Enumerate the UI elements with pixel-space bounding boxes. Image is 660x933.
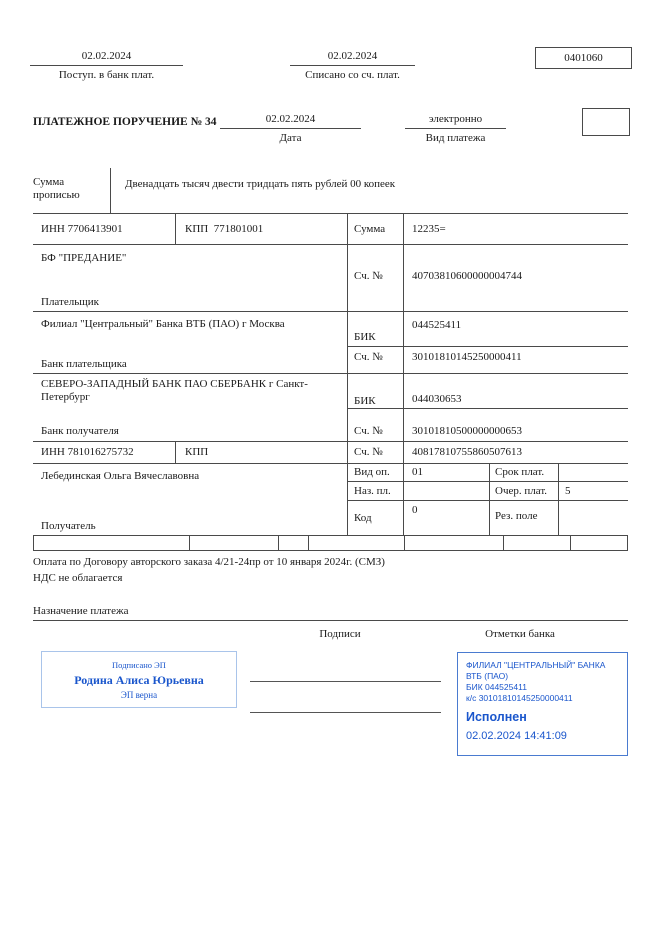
- bank-stamp: [457, 652, 628, 756]
- divider: [110, 168, 111, 213]
- payer-account-value: 40703810600000004744: [412, 270, 522, 282]
- vid-op-value: 01: [412, 466, 423, 478]
- tax-fields-row: [33, 535, 628, 551]
- grid-line: [347, 500, 628, 501]
- grid-line: [33, 244, 628, 245]
- payee-inn-label: ИНН: [41, 446, 65, 458]
- payer-bank-label: Банк плательщика: [41, 358, 127, 370]
- vid-op-label: Вид оп.: [354, 466, 390, 478]
- received-date-block: [30, 50, 183, 82]
- amount-in-words-label: Сумма прописью: [33, 176, 80, 201]
- signature-line-1: [250, 681, 441, 682]
- purpose-underline: [33, 620, 628, 621]
- payer-bank-name: Филиал "Центральный" Банка ВТБ (ПАО) г Москва: [41, 318, 285, 330]
- main-table: [33, 213, 628, 536]
- debited-date-block: [290, 50, 415, 82]
- payer-inn-value: 7706413901: [67, 223, 123, 235]
- debited-date-value: 02.02.2024: [290, 50, 415, 66]
- grid-line: [403, 214, 404, 535]
- bank-stamp-status: Исполнен: [466, 710, 527, 724]
- payer-bank-account-label: Сч. №: [354, 351, 383, 363]
- bank-stamp-line2: ВТБ (ПАО): [466, 671, 509, 681]
- payer-inn: [41, 223, 123, 236]
- payer-bank-bik-label: БИК: [354, 331, 376, 343]
- rez-pole-label: Рез. поле: [495, 510, 538, 522]
- sum-label: Сумма: [354, 223, 386, 235]
- kod-label: Код: [354, 512, 372, 524]
- payee-name: Лебединская Ольга Вячеславовна: [41, 470, 200, 482]
- grid-line: [347, 214, 348, 535]
- grid-line: [308, 536, 309, 550]
- bank-stamp-bik: БИК 044525411: [466, 682, 527, 692]
- payer-account-label: Сч. №: [354, 270, 383, 282]
- payee-label: Получатель: [41, 520, 96, 532]
- signature-line-2: [250, 712, 441, 713]
- payee-bank-bik-label: БИК: [354, 395, 376, 407]
- payee-bank-label: Банк получателя: [41, 425, 119, 437]
- kod-value: 0: [412, 504, 418, 516]
- amount-in-words-value: Двенадцать тысяч двести тридцать пять рублей 00 копеек: [125, 178, 396, 190]
- payee-bank-name: СЕВЕРО-ЗАПАДНЫЙ БАНК ПАО СБЕРБАНК г Санкт-Петербург: [41, 378, 308, 403]
- payee-account-value: 40817810755860507613: [412, 446, 522, 458]
- payer-kpp: [185, 223, 263, 236]
- grid-line: [278, 536, 279, 550]
- grid-line: [33, 463, 628, 464]
- bank-stamp-datetime: 02.02.2024 14:41:09: [466, 730, 567, 742]
- payee-inn: [41, 446, 134, 459]
- grid-line: [570, 536, 571, 550]
- payee-inn-value: 781016275732: [67, 446, 134, 458]
- bank-stamp-line1: ФИЛИАЛ "ЦЕНТРАЛЬНЫЙ" БАНКА: [466, 660, 606, 670]
- payment-kind-field: [405, 113, 506, 145]
- payment-kind-value: электронно: [405, 113, 506, 129]
- bank-stamp-corr-account: к/с 30101810145250000411: [466, 693, 573, 703]
- payee-bank-account-value: 30101810500000000653: [412, 425, 522, 437]
- grid-line: [33, 373, 628, 374]
- status-code-box: [582, 108, 630, 136]
- grid-line: [175, 441, 176, 463]
- signatures-label: Подписи: [319, 628, 361, 640]
- payee-account-label: Сч. №: [354, 446, 383, 458]
- document-title: ПЛАТЕЖНОЕ ПОРУЧЕНИЕ № 34: [33, 116, 217, 128]
- grid-line: [175, 214, 176, 244]
- payee-bank-account-label: Сч. №: [354, 425, 383, 437]
- purpose-line2: НДС не облагается: [33, 572, 123, 584]
- grid-line: [558, 463, 559, 535]
- payer-bank-bik-value: 044525411: [412, 319, 462, 331]
- purpose-line1: Оплата по Договору авторского заказа 4/21-24пр от 10 января 2024г. (СМЗ): [33, 556, 385, 568]
- payer-kpp-label: КПП: [185, 223, 209, 235]
- payer-label: Плательщик: [41, 296, 99, 308]
- signature-stamp-valid-label: ЭП верна: [120, 690, 158, 700]
- payment-kind-label: Вид платежа: [425, 132, 486, 144]
- bank-marks-label: Отметки банка: [485, 628, 555, 640]
- ocher-plat-label: Очер. плат.: [495, 485, 548, 497]
- grid-line: [347, 408, 628, 409]
- grid-line: [503, 536, 504, 550]
- payer-inn-label: ИНН: [41, 223, 65, 235]
- sum-value: 12235=: [412, 223, 446, 235]
- signature-stamp: [41, 651, 237, 708]
- debited-date-label: Списано со сч. плат.: [305, 69, 400, 81]
- naz-pl-label: Наз. пл.: [354, 485, 391, 497]
- payer-bank-account-value: 30101810145250000411: [412, 351, 522, 363]
- date-label: Дата: [279, 132, 302, 144]
- signature-stamp-name: Родина Алиса Юрьевна: [74, 673, 204, 687]
- grid-line: [347, 481, 628, 482]
- grid-line: [347, 346, 628, 347]
- ocher-plat-value: 5: [565, 485, 571, 497]
- payee-kpp-label: КПП: [185, 446, 209, 458]
- grid-line: [33, 441, 628, 442]
- srok-plat-label: Срок плат.: [495, 466, 545, 478]
- received-date-label: Поступ. в банк плат.: [58, 69, 155, 81]
- purpose-label: Назначение платежа: [33, 605, 129, 617]
- grid-line: [404, 536, 405, 550]
- payee-bank-bik-value: 044030653: [412, 393, 462, 405]
- grid-line: [33, 311, 628, 312]
- date-field: [220, 113, 361, 145]
- date-value: 02.02.2024: [220, 113, 361, 129]
- signature-stamp-signed-label: Подписано ЭП: [112, 660, 166, 670]
- payer-kpp-value: 771801001: [213, 223, 264, 235]
- grid-line: [489, 463, 490, 535]
- form-code-box: 0401060: [535, 47, 632, 69]
- grid-line: [189, 536, 190, 550]
- payer-name: БФ "ПРЕДАНИЕ": [41, 252, 127, 264]
- received-date-value: 02.02.2024: [30, 50, 183, 66]
